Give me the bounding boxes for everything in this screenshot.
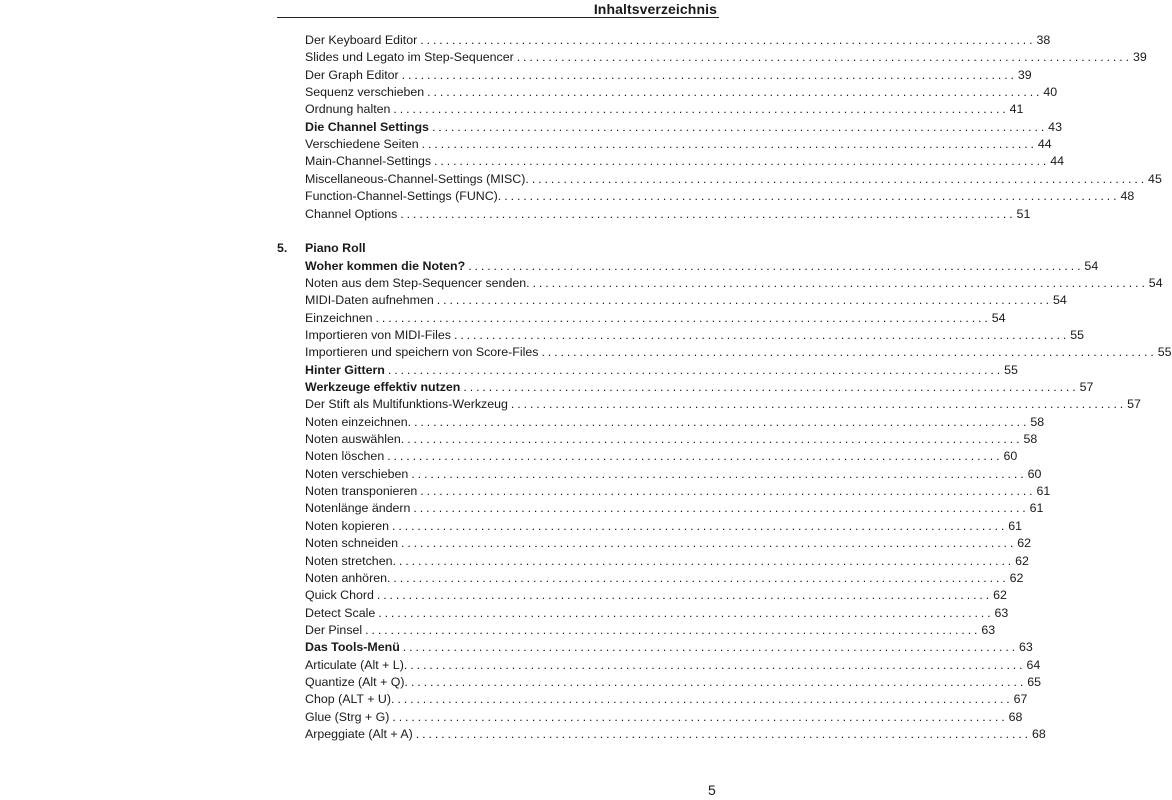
dot-leader: ................................................................................................. (436, 293, 1053, 308)
toc-entry-page: 65 (1027, 674, 1041, 689)
toc-entry-title: Arpeggiate (Alt + A) (305, 727, 413, 741)
toc-entry-title: Das Tools-Menü (305, 640, 400, 655)
toc-entry (305, 396, 1141, 413)
dot-leader: ................................................................................................. (393, 570, 1009, 585)
toc-entry (305, 153, 1065, 170)
toc-entry (305, 570, 1024, 587)
toc-entry (305, 379, 1094, 396)
toc-entry-title: Noten stretchen. (305, 553, 396, 568)
toc-entry-page: 58 (1023, 432, 1038, 447)
toc-entry-page: 58 (1030, 414, 1045, 429)
toc-entry-page: 61 (1036, 484, 1051, 499)
toc-entry (305, 49, 1147, 66)
toc-entry-page: 62 (1017, 536, 1032, 551)
toc-entry-title: Channel Options (305, 206, 398, 221)
toc-entry-title: Quantize (Alt + Q). (305, 674, 408, 689)
toc-entry-page: 64 (1026, 657, 1041, 672)
dot-leader: ................................................................................................. (378, 605, 994, 620)
dot-leader: ................................................................................................. (427, 85, 1043, 100)
toc-entry-page: 55 (1004, 362, 1018, 377)
toc-entry-page: 38 (1036, 33, 1051, 47)
toc-entry-page: 67 (1013, 692, 1028, 707)
toc-entry-title: Sequenz verschieben (305, 85, 425, 100)
toc-entry (305, 466, 1042, 483)
dot-leader: ................................................................................................. (420, 484, 1036, 499)
toc-entry-title: Noten transponieren (305, 484, 418, 499)
chapter-number: 5. (277, 241, 288, 256)
toc-entry (305, 639, 1033, 656)
toc-entry-title: Woher kommen die Noten? (305, 258, 466, 273)
dot-leader: ................................................................................................. (387, 362, 1004, 377)
dot-leader: ................................................................................................. (376, 588, 993, 603)
toc-entry (305, 657, 1041, 674)
toc-entry-title: Importieren und speichern von Score-Files (305, 345, 539, 360)
dot-leader: ................................................................................................. (410, 674, 1027, 689)
toc-entry-page: 45 (1148, 171, 1162, 186)
dot-leader: ................................................................................................. (392, 518, 1008, 533)
toc-entry-title: Der Stift als Multifunktions-Werkzeug (305, 397, 508, 412)
toc-entry (305, 344, 1172, 361)
toc-entry-title: Ordnung halten (305, 102, 391, 117)
toc-entry-title: Noten auswählen. (305, 432, 405, 447)
dot-leader: ................................................................................................. (400, 206, 1016, 221)
toc-entry-page: 43 (1048, 119, 1062, 134)
toc-entry (305, 605, 1009, 622)
toc-entry-page: 61 (1008, 518, 1023, 533)
toc-entry-title: Verschiedene Seiten (305, 137, 419, 152)
dot-leader: ................................................................................................. (463, 380, 1079, 394)
toc-entry-title: Noten aus dem Step-Sequencer senden. (305, 275, 530, 290)
dot-leader: ................................................................................................. (415, 727, 1032, 741)
toc-entry (305, 101, 1024, 118)
toc-entry (305, 674, 1041, 691)
toc-entry-title: Die Channel Settings (305, 119, 429, 134)
toc-entry-title: Glue (Strg + G) (305, 709, 390, 724)
toc-entry-page: 40 (1043, 85, 1058, 100)
dot-leader: ................................................................................................. (541, 345, 1157, 360)
toc-entry (305, 414, 1045, 431)
dot-leader: ................................................................................................. (516, 50, 1132, 65)
toc-entry-title: Miscellaneous-Channel-Settings (MISC). (305, 171, 529, 186)
toc-entry-title: Detect Scale (305, 605, 376, 620)
toc-entry (305, 709, 1023, 726)
dot-leader: ................................................................................................. (414, 414, 1030, 429)
toc-entry (305, 310, 1006, 327)
toc-entry-page: 62 (1009, 570, 1024, 585)
toc-entry-page: 39 (1017, 67, 1032, 82)
toc-entry-title: Noten kopieren (305, 518, 390, 533)
dot-leader: ................................................................................................. (410, 657, 1026, 672)
toc-entry-page: 68 (1008, 709, 1023, 724)
toc-entry (305, 292, 1067, 309)
dot-leader: ................................................................................................. (468, 258, 1084, 273)
dot-leader: ................................................................................................. (375, 310, 991, 325)
toc-entry (305, 362, 1018, 379)
toc-entry-title: Articulate (Alt + L). (305, 657, 408, 672)
header-rule (277, 17, 719, 18)
dot-leader: ................................................................................................. (420, 33, 1036, 47)
dot-leader: ................................................................................................. (402, 640, 1019, 655)
dot-leader: ................................................................................................. (392, 709, 1008, 724)
toc-entry-title: Noten anhören. (305, 570, 391, 585)
toc-entry-page: 48 (1120, 189, 1135, 204)
toc-entry-title: Quick Chord (305, 588, 374, 603)
toc-entry-page: 39 (1132, 50, 1147, 65)
dot-leader: ................................................................................................. (431, 119, 1048, 134)
toc-entry-page: 57 (1127, 397, 1141, 412)
toc-entry-title: Noten löschen (305, 449, 385, 464)
toc-entry (305, 136, 1052, 153)
dot-leader: ................................................................................................. (401, 67, 1017, 82)
dot-leader: ................................................................................................. (397, 692, 1013, 707)
toc-entry (305, 275, 1163, 292)
toc-entry-page: 51 (1016, 206, 1031, 221)
toc-entry-page: 55 (1070, 327, 1085, 342)
toc-entry-page: 54 (991, 310, 1006, 325)
dot-leader: ................................................................................................. (407, 432, 1023, 447)
toc-entry-page: 62 (1015, 553, 1029, 568)
toc-entry (305, 518, 1023, 535)
toc-entry (305, 726, 1046, 743)
toc-entry-page: 68 (1032, 727, 1046, 741)
toc-entry-page: 62 (993, 588, 1007, 603)
dot-leader: ................................................................................................. (401, 536, 1017, 551)
dot-leader: ................................................................................................. (532, 275, 1148, 290)
dot-leader: ................................................................................................. (398, 553, 1015, 568)
toc-entry-title: Einzeichnen (305, 310, 373, 325)
toc-entry-title: Der Pinsel (305, 622, 363, 637)
toc-entry (305, 553, 1029, 570)
toc-entry (305, 67, 1032, 84)
dot-leader: ................................................................................................. (413, 501, 1029, 516)
toc-entry (305, 483, 1051, 500)
toc-entry (305, 258, 1099, 275)
toc-entry (305, 500, 1044, 517)
toc-entry (305, 188, 1135, 205)
toc-entry-title: Notenlänge ändern (305, 501, 411, 516)
toc-entry-page: 44 (1037, 137, 1052, 152)
toc-entry-title: Der Keyboard Editor (305, 33, 418, 47)
dot-leader: ................................................................................................. (411, 466, 1027, 481)
toc-entry-title: Noten schneiden (305, 536, 398, 551)
dot-leader: ................................................................................................. (365, 622, 981, 637)
toc-entry-title: Werkzeuge effektiv nutzen (305, 380, 461, 394)
toc-entry (305, 691, 1028, 708)
page-header-title: Inhaltsverzeichnis (593, 1, 717, 17)
dot-leader: ................................................................................................. (387, 449, 1003, 464)
toc-entry (305, 171, 1162, 188)
dot-leader: ................................................................................................. (510, 397, 1127, 412)
toc-entry-page: 41 (1009, 102, 1024, 117)
toc-entry-page: 54 (1148, 275, 1163, 290)
toc-entry-title: Importieren von MIDI-Files (305, 327, 451, 342)
toc-entry (305, 622, 996, 639)
toc-entry-title: Chop (ALT + U). (305, 692, 395, 707)
toc-entry-page: 54 (1053, 293, 1067, 308)
toc-entry-title: Der Graph Editor (305, 67, 399, 82)
toc-entry-title: Hinter Gittern (305, 362, 385, 377)
dot-leader: ................................................................................................. (393, 102, 1009, 117)
toc-entry-page: 61 (1029, 501, 1044, 516)
chapter-heading (277, 240, 366, 257)
toc-entry-title: Main-Channel-Settings (305, 154, 432, 169)
toc-entry-page: 57 (1079, 380, 1094, 394)
page-number: 5 (708, 782, 716, 798)
toc-entry (305, 448, 1018, 465)
toc-entry-title: Slides und Legato im Step-Sequencer (305, 50, 514, 65)
toc-entry (305, 327, 1085, 344)
toc-entry-title: MIDI-Daten aufnehmen (305, 293, 434, 308)
toc-entry-title: Function-Channel-Settings (FUNC). (305, 189, 502, 204)
dot-leader: ................................................................................................. (434, 154, 1050, 169)
toc-entry (305, 206, 1031, 223)
toc-entry (305, 535, 1032, 552)
toc-entry-page: 63 (1019, 640, 1033, 655)
dot-leader: ................................................................................................. (421, 137, 1037, 152)
toc-entry (305, 119, 1062, 136)
toc-entry-page: 60 (1027, 466, 1042, 481)
toc-entry (305, 431, 1038, 448)
dot-leader: ................................................................................................. (453, 327, 1070, 342)
toc-entry-page: 55 (1157, 345, 1172, 360)
toc-entry (305, 84, 1058, 101)
toc-entry-page: 63 (994, 605, 1009, 620)
toc-entry-page: 44 (1050, 154, 1065, 169)
chapter-title: Piano Roll (305, 241, 366, 256)
dot-leader: ................................................................................................. (504, 189, 1120, 204)
dot-leader: ................................................................................................. (531, 171, 1148, 186)
toc-entry (305, 32, 1051, 49)
toc-entry-title: Noten einzeichnen. (305, 414, 412, 429)
toc-entry-page: 63 (981, 622, 996, 637)
toc-entry-title: Noten verschieben (305, 466, 409, 481)
toc-entry-page: 54 (1084, 258, 1099, 273)
toc-entry (305, 587, 1007, 604)
toc-entry-page: 60 (1003, 449, 1018, 464)
